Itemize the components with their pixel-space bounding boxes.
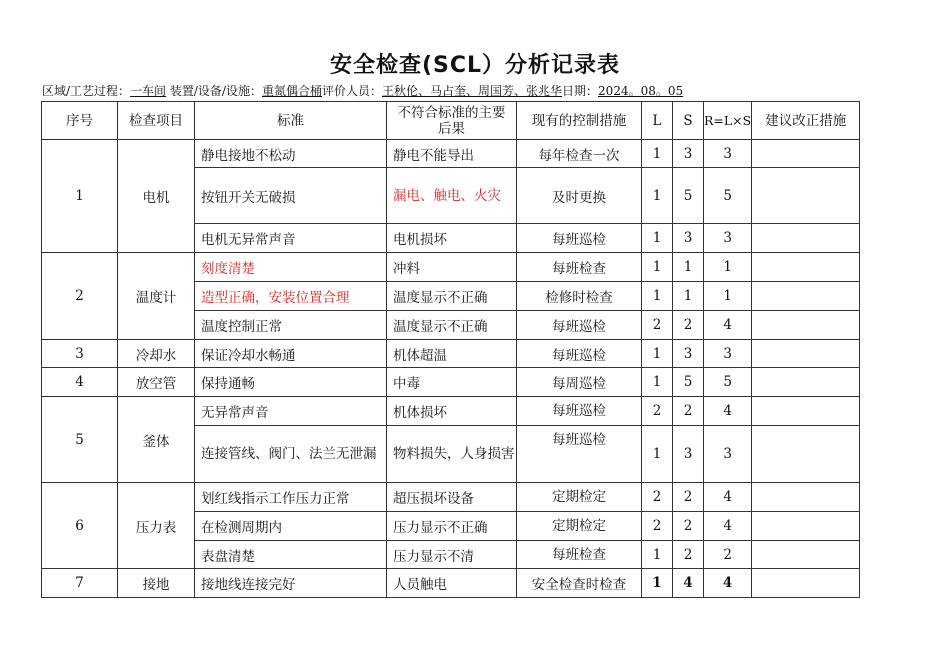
suggest-cell (752, 253, 860, 282)
standard-cell: 造型正确，安装位置合理 (195, 282, 387, 311)
r-cell: 4 (704, 569, 752, 598)
suggest-cell (752, 512, 860, 541)
control-cell: 每班巡检 (517, 340, 642, 368)
group-number: 4 (42, 368, 118, 397)
suggest-cell (752, 368, 860, 397)
standard-cell: 连接管线、阀门、法兰无泄漏 (195, 426, 387, 483)
l-cell: 1 (642, 569, 673, 598)
r-cell: 1 (704, 282, 752, 311)
standard-cell: 表盘清楚 (195, 541, 387, 569)
control-cell: 每班巡检 (517, 426, 642, 483)
inspection-item: 电机 (118, 140, 195, 253)
device-value: 重氮偶合桶 (261, 84, 322, 98)
area-value: 一车间 (130, 84, 167, 98)
suggest-cell (752, 224, 860, 253)
suggest-cell (752, 140, 860, 168)
inspection-item: 放空管 (118, 368, 195, 397)
page-title: 安全检查(SCL）分析记录表 (329, 53, 621, 78)
l-cell: 1 (642, 224, 673, 253)
evaluators-label: 评价人员： (322, 84, 383, 98)
l-cell: 1 (642, 168, 673, 224)
l-cell: 2 (642, 311, 673, 340)
r-cell: 4 (704, 397, 752, 426)
col-header-standard: 标准 (195, 102, 387, 140)
table-row (42, 253, 860, 282)
r-cell: 5 (704, 168, 752, 224)
inspection-item: 压力表 (118, 483, 195, 569)
suggest-cell (752, 168, 860, 224)
control-cell: 每班巡检 (517, 311, 642, 340)
inspection-item: 釜体 (118, 397, 195, 483)
col-header-control: 现有的控制措施 (517, 102, 642, 140)
standard-cell: 在检测周期内 (195, 512, 387, 541)
r-cell: 4 (704, 311, 752, 340)
s-cell: 5 (673, 168, 704, 224)
control-cell: 及时更换 (517, 168, 642, 224)
consequence-cell: 静电不能导出 (387, 140, 517, 168)
record-info-line (42, 82, 922, 99)
standard-cell: 保证冷却水畅通 (195, 340, 387, 368)
l-cell: 1 (642, 368, 673, 397)
consequence-cell: 压力显示不正确 (387, 512, 517, 541)
l-cell: 2 (642, 397, 673, 426)
table-row (42, 140, 860, 168)
standard-cell: 保持通畅 (195, 368, 387, 397)
consequence-cell: 人员触电 (387, 569, 517, 598)
group-number: 3 (42, 340, 118, 368)
standard-cell: 电机无异常声音 (195, 224, 387, 253)
consequence-cell: 物料损失，人身损害 (387, 426, 517, 483)
s-cell: 5 (673, 368, 704, 397)
standard-cell: 静电接地不松动 (195, 140, 387, 168)
s-cell: 4 (673, 569, 704, 598)
standard-cell: 无异常声音 (195, 397, 387, 426)
header-row (42, 102, 860, 140)
suggest-cell (752, 483, 860, 512)
s-cell: 3 (673, 426, 704, 483)
inspection-item: 冷却水 (118, 340, 195, 368)
s-cell: 3 (673, 140, 704, 168)
consequence-cell: 中毒 (387, 368, 517, 397)
l-cell: 1 (642, 140, 673, 168)
r-cell: 5 (704, 368, 752, 397)
l-cell: 2 (642, 483, 673, 512)
group-number: 1 (42, 140, 118, 253)
s-cell: 2 (673, 311, 704, 340)
suggest-cell (752, 426, 860, 483)
r-cell: 3 (704, 426, 752, 483)
l-cell: 1 (642, 282, 673, 311)
standard-cell: 刻度清楚 (195, 253, 387, 282)
consequence-cell: 压力显示不清 (387, 541, 517, 569)
l-cell: 1 (642, 340, 673, 368)
r-cell: 1 (704, 253, 752, 282)
r-cell: 4 (704, 512, 752, 541)
control-cell: 每班检查 (517, 541, 642, 569)
s-cell: 2 (673, 397, 704, 426)
table-row (42, 397, 860, 426)
consequence-cell: 冲料 (387, 253, 517, 282)
suggest-cell (752, 541, 860, 569)
consequence-cell: 超压损坏设备 (387, 483, 517, 512)
r-cell: 4 (704, 483, 752, 512)
control-cell: 每班巡检 (517, 224, 642, 253)
col-header-no: 序号 (42, 102, 118, 140)
s-cell: 2 (673, 541, 704, 569)
col-header-item: 检查项目 (118, 102, 195, 140)
inspection-item: 接地 (118, 569, 195, 598)
col-header-r: R=L×S (704, 102, 752, 140)
group-number: 2 (42, 253, 118, 340)
l-cell: 1 (642, 426, 673, 483)
consequence-cell: 机体超温 (387, 340, 517, 368)
date-value: 2024。08。05 (598, 84, 684, 98)
col-header-suggest: 建议改正措施 (752, 102, 860, 140)
control-cell: 每年检查一次 (517, 140, 642, 168)
suggest-cell (752, 340, 860, 368)
control-cell: 安全检查时检查 (517, 569, 642, 598)
s-cell: 1 (673, 282, 704, 311)
date-label: 日期： (562, 84, 599, 98)
group-number: 5 (42, 397, 118, 483)
control-cell: 定期检定 (517, 512, 642, 541)
standard-cell: 接地线连接完好 (195, 569, 387, 598)
inspection-item: 温度计 (118, 253, 195, 340)
col-header-l: L (642, 102, 673, 140)
s-cell: 2 (673, 512, 704, 541)
group-number: 6 (42, 483, 118, 569)
r-cell: 3 (704, 340, 752, 368)
standard-cell: 按钮开关无破损 (195, 168, 387, 224)
s-cell: 3 (673, 224, 704, 253)
suggest-cell (752, 397, 860, 426)
l-cell: 1 (642, 541, 673, 569)
evaluators-value: 王秋伦、马占奎、周国芳、张兆华 (382, 84, 563, 98)
s-cell: 1 (673, 253, 704, 282)
r-cell: 2 (704, 541, 752, 569)
consequence-cell: 温度显示不正确 (387, 282, 517, 311)
control-cell: 每周巡检 (517, 368, 642, 397)
standard-cell: 温度控制正常 (195, 311, 387, 340)
l-cell: 1 (642, 253, 673, 282)
device-label: 装置/设备/设施： (169, 84, 262, 98)
table-row (42, 340, 860, 368)
col-header-s: S (673, 102, 704, 140)
r-cell: 3 (704, 224, 752, 253)
r-cell: 3 (704, 140, 752, 168)
control-cell: 每班检查 (517, 253, 642, 282)
table-row (42, 569, 860, 598)
control-cell: 检修时检查 (517, 282, 642, 311)
consequence-cell: 漏电、触电、火灾 (387, 168, 517, 224)
suggest-cell (752, 282, 860, 311)
table-row (42, 368, 860, 397)
group-number: 7 (42, 569, 118, 598)
consequence-cell: 机体损坏 (387, 397, 517, 426)
s-cell: 3 (673, 340, 704, 368)
control-cell: 定期检定 (517, 483, 642, 512)
s-cell: 2 (673, 483, 704, 512)
consequence-cell: 温度显示不正确 (387, 311, 517, 340)
l-cell: 2 (642, 512, 673, 541)
area-label: 区域/工艺过程： (42, 84, 131, 98)
standard-cell: 划红线指示工作压力正常 (195, 483, 387, 512)
suggest-cell (752, 569, 860, 598)
table-row (42, 483, 860, 512)
scl-analysis-table (41, 101, 860, 598)
suggest-cell (752, 311, 860, 340)
consequence-cell: 电机损坏 (387, 224, 517, 253)
col-header-consequence: 不符合标准的主要后果 (387, 102, 517, 140)
control-cell: 每班巡检 (517, 397, 642, 426)
